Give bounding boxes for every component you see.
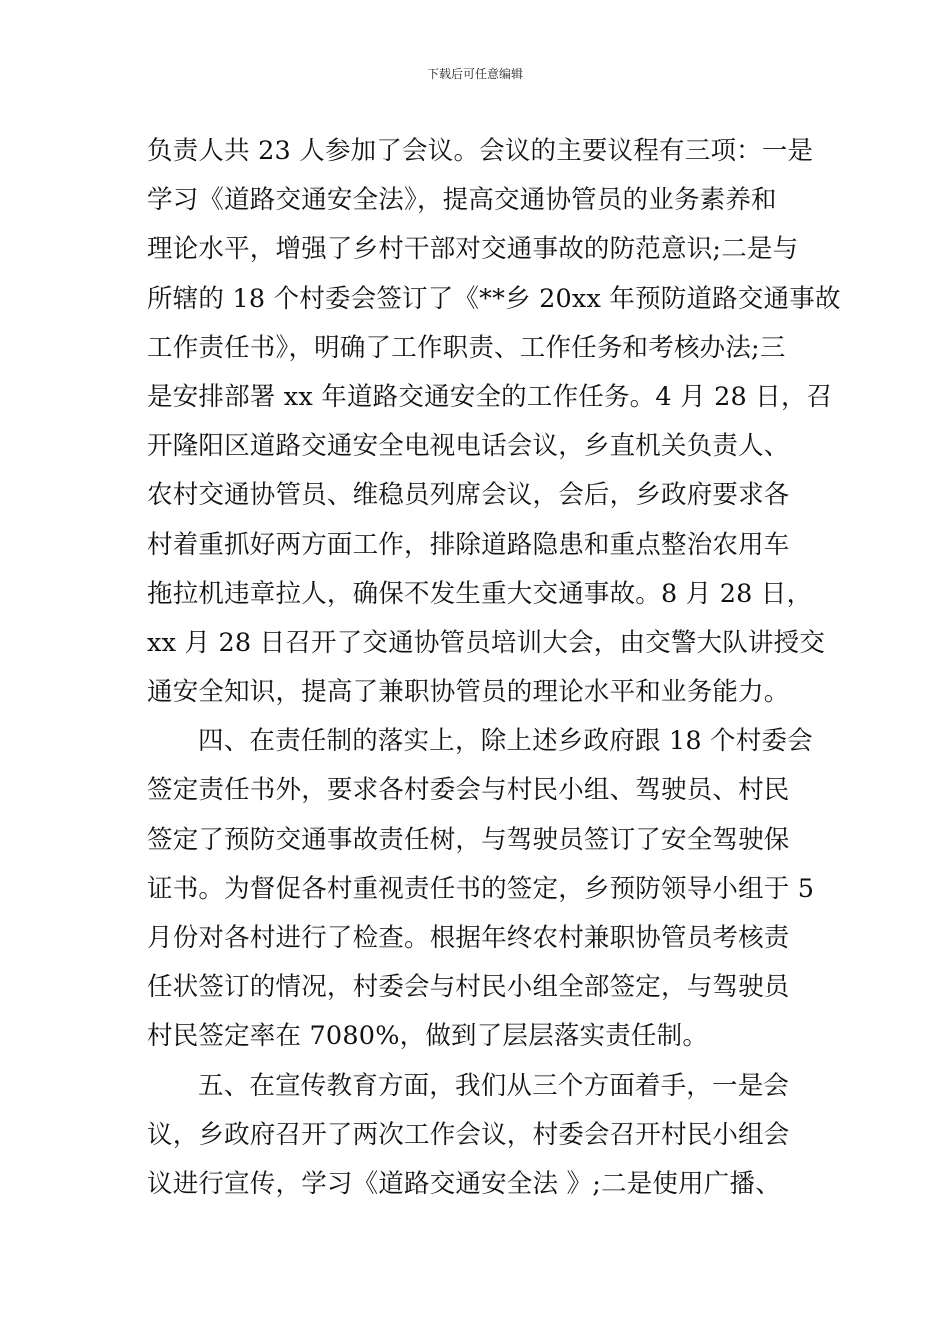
paragraph-publicity-education — [147, 1062, 817, 1210]
text-line: 证书。为督促各村重视责任书的签定，乡预防领导小组于 5 — [147, 873, 815, 904]
text-line: 学习《道路交通安全法》，提高交通协管员的业务素养和 — [147, 185, 777, 216]
text-line: 村着重抓好两方面工作，排除道路隐患和重点整治农用车 — [147, 529, 790, 560]
text-line: 通安全知识，提高了兼职协管员的理论水平和业务能力。 — [147, 677, 790, 708]
text-line: 农村交通协管员、维稳员列席会议，会后，乡政府要求各 — [147, 480, 790, 511]
text-line: 理论水平，增强了乡村干部对交通事故的防范意识;二是与 — [147, 234, 799, 265]
text-line: 所辖的 18 个村委会签订了《**乡 20xx 年预防道路交通事故 — [147, 283, 841, 314]
text-line: 拖拉机违章拉人，确保不发生重大交通事故。8 月 28 日， — [147, 578, 813, 609]
text-line-indented: 五、在宣传教育方面，我们从三个方面着手，一是会 — [198, 1070, 790, 1101]
text-line: 工作责任书》，明确了工作职责、工作任务和考核办法;三 — [147, 332, 786, 363]
text-line: 开隆阳区道路交通安全电视电话会议，乡直机关负责人、 — [147, 431, 790, 462]
text-line: xx 月 28 日召开了交通协管员培训大会，由交警大队讲授交 — [147, 627, 826, 658]
text-line: 议，乡政府召开了两次工作会议，村委会召开村民小组会 — [147, 1119, 790, 1150]
paragraph-meeting-summary — [147, 127, 841, 717]
page-header-note: 下载后可任意编辑 — [426, 67, 523, 81]
text-line-indented: 四、在责任制的落实上，除上述乡政府跟 18 个村委会 — [198, 726, 813, 757]
paragraph-responsibility-system — [147, 717, 817, 1061]
text-line: 议进行宣传，学习《道路交通安全法 》;二是使用广播、 — [147, 1168, 781, 1199]
text-line: 月份对各村进行了检查。根据年终农村兼职协管员考核责 — [147, 923, 790, 953]
text-line: 任状签订的情况，村委会与村民小组全部签定，与驾驶员 — [147, 972, 790, 1003]
text-line: 村民签定率在 7080%，做到了层层落实责任制。 — [147, 1021, 709, 1052]
text-line: 签定责任书外，要求各村委会与村民小组、驾驶员、村民 — [147, 775, 790, 806]
text-line: 是安排部署 xx 年道路交通安全的工作任务。4 月 28 日，召 — [147, 381, 833, 412]
document-body — [147, 127, 841, 1209]
text-line: 签定了预防交通事故责任树，与驾驶员签订了安全驾驶保 — [147, 824, 790, 855]
text-line: 负责人共 23 人参加了会议。会议的主要议程有三项：一是 — [147, 136, 814, 166]
